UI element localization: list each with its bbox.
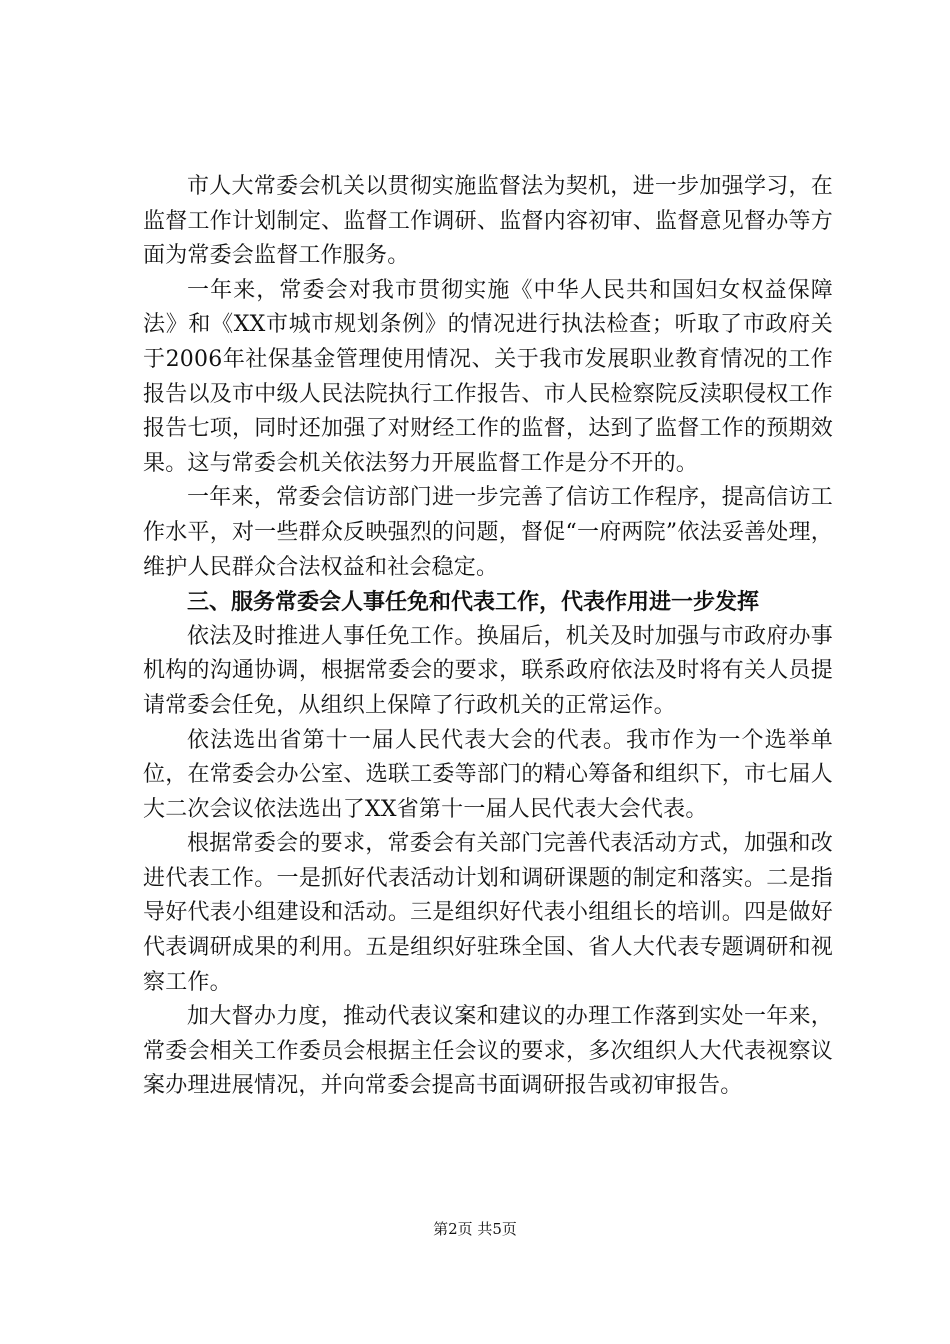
paragraph-personnel-appointment: 依法及时推进人事任免工作。换届后，机关及时加强与市政府办事机构的沟通协调，根据常委会的要求，联系政府依法及时将有关人员提请常委会任免，从组织上保障了行政机关的正常运作。 <box>143 623 833 718</box>
paragraph-proposal-handling: 加大督办力度，推动代表议案和建议的办理工作落到实处一年来，常委会相关工作委员会根据主任会议的要求，多次组织人大代表视察议案办理进展情况，并向常委会提高书面调研报告或初审报告。 <box>143 1004 833 1099</box>
section-heading-three: 三、服务常委会人事任免和代表工作，代表作用进一步发挥 <box>187 589 760 616</box>
paragraph-deputy-work: 根据常委会的要求，常委会有关部门完善代表活动方式，加强和改进代表工作。一是抓好代表活动计划和调研课题的制定和落实。二是指导好代表小组建设和活动。三是组织好代表小组组长的培训。四是做好代表调研成果的利用。五是组织好驻珠全国、省人大代表专题调研和视察工作。 <box>143 831 833 995</box>
paragraph-supervision-service: 市人大常委会机关以贯彻实施监督法为契机，进一步加强学习，在监督工作计划制定、监督工作调研、监督内容初审、监督意见督办等方面为常委会监督工作服务。 <box>143 174 833 269</box>
paragraph-deputy-election: 依法选出省第十一届人民代表大会的代表。我市作为一个选举单位，在常委会办公室、选联工委等部门的精心筹备和组织下，市七届人大二次会议依法选出了XX省第十一届人民代表大会代表。 <box>143 727 833 822</box>
paragraph-law-enforcement-inspection: 一年来，常委会对我市贯彻实施《中华人民共和国妇女权益保障法》和《XX市城市规划条例》的情况进行执法检查；听取了市政府关于2006年社保基金管理使用情况、关于我市发展职业教育情况的工作报告以及市中级人民法院执行工作报告、市人民检察院反渎职侵权工作报告七项，同时还加强了对财经工作的监督，达到了监督工作的预期效果。这与常委会机关依法努力开展监督工作是分不开的。 <box>143 277 833 476</box>
page-number-footer: 第2页 共5页 <box>433 1220 517 1238</box>
paragraph-petition-work: 一年来，常委会信访部门进一步完善了信访工作程序，提高信访工作水平，对一些群众反映强烈的问题，督促“一府两院”依法妥善处理，维护人民群众合法权益和社会稳定。 <box>143 485 833 580</box>
document-body <box>143 170 833 1104</box>
